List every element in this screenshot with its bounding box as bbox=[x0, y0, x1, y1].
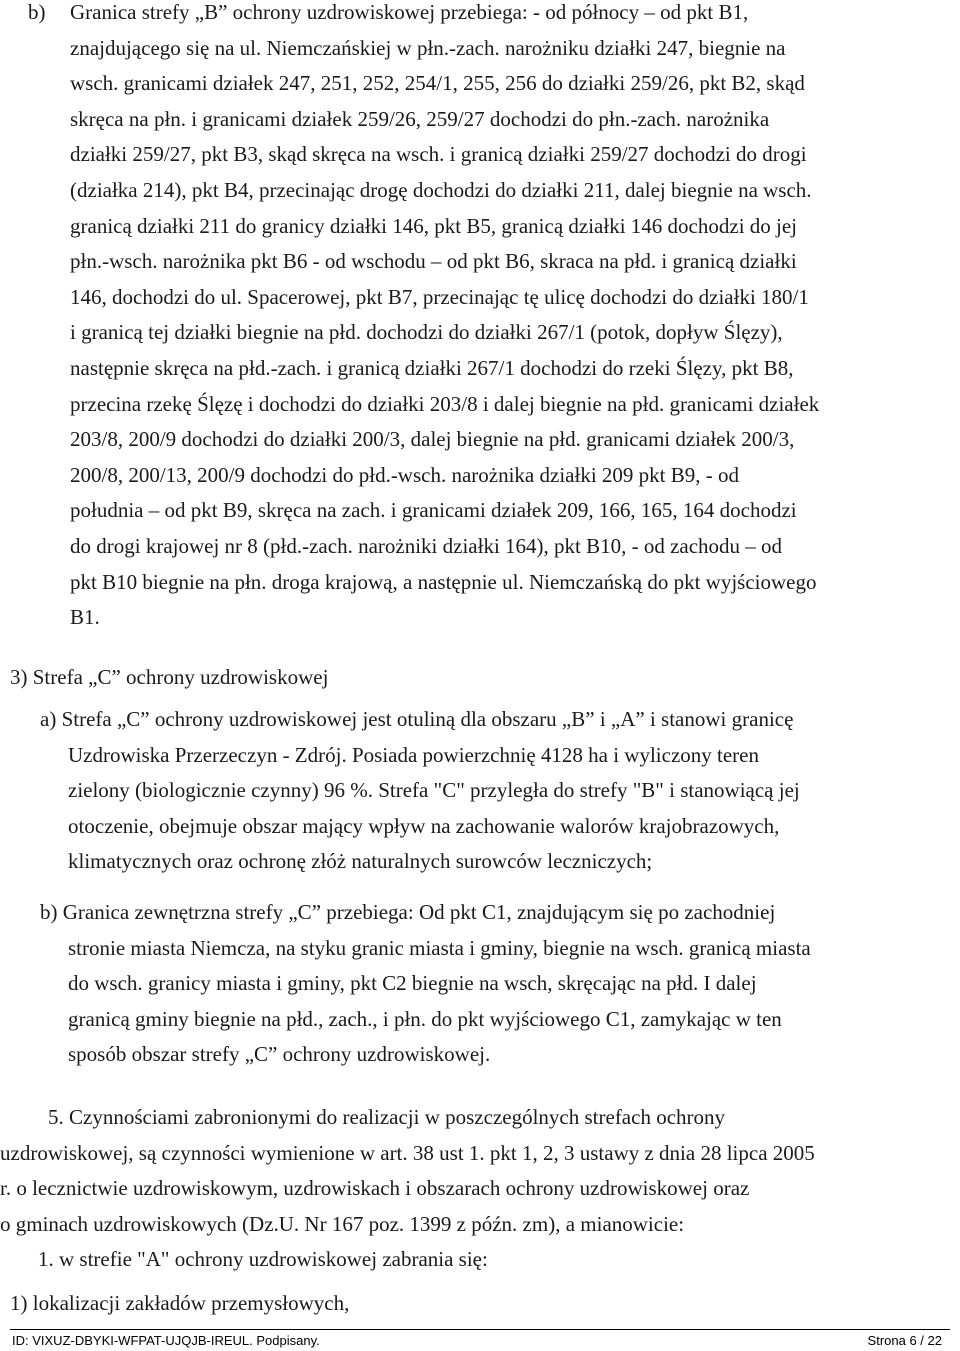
paragraph-line: 203/8, 200/9 dochodzi do działki 200/3, dalej biegnie na płd. granicami działek 200/3, bbox=[70, 427, 795, 452]
paragraph-line: 200/8, 200/13, 200/9 dochodzi do płd.-wsch. narożnika działki 209 pkt B9, - od bbox=[70, 462, 739, 487]
paragraph-line: o gminach uzdrowiskowych (Dz.U. Nr 167 poz. 1399 z późn. zm), a mianowicie: bbox=[0, 1211, 685, 1236]
paragraph-line: zielony (biologicznie czynny) 96 %. Strefa "C" przyległa do strefy "B" i stanowiącą jej bbox=[68, 778, 800, 803]
paragraph-text: Czynnościami zabronionymi do realizacji w poszczególnych strefach ochrony bbox=[69, 1105, 726, 1129]
paragraph-line: do drogi krajowej nr 8 (płd.-zach. narożniki działki 164), pkt B10, - od zachodu – od bbox=[70, 533, 783, 558]
footer-divider bbox=[10, 1329, 950, 1330]
paragraph-line: a) Strefa „C” ochrony uzdrowiskowej jest otuliną dla obszaru „B” i „A” i stanowi granicę bbox=[40, 707, 794, 731]
paragraph-line: stronie miasta Niemcza, na styku granic miasta i gminy, biegnie na wsch. granicą miasta bbox=[68, 935, 811, 960]
paragraph-line: południa – od pkt B9, skręca na zach. i granicami działek 209, 166, 165, 164 dochodzi bbox=[70, 498, 797, 523]
paragraph-line: B1. bbox=[70, 605, 100, 630]
document-id: ID: VIXUZ-DBYKI-WFPAT-UJQJB-IREUL. Podpisany. bbox=[12, 1333, 320, 1348]
zone-c-boundary bbox=[40, 895, 958, 1073]
paragraph-line: r. o lecznictwie uzdrowiskowym, uzdrowiskach i obszarach ochrony uzdrowiskowej oraz bbox=[0, 1176, 750, 1201]
paragraph-line: granicą działki 211 do granicy działki 146, pkt B5, granicą działki 146 dochodzi do jej bbox=[70, 213, 798, 238]
paragraph-line: uzdrowiskowej, są czynności wymienione w art. 38 ust 1. pkt 1, 2, 3 ustawy z dnia 28 lipca 2005 bbox=[0, 1140, 815, 1165]
paragraph-line: przecina rzekę Ślęzę i dochodzi do działki 203/8 i dalej biegnie na płd. granicami działek bbox=[70, 391, 820, 416]
paragraph-line: sposób obszar strefy „C” ochrony uzdrowiskowej. bbox=[68, 1042, 491, 1067]
page-number: Strona 6 / 22 bbox=[867, 1333, 942, 1348]
zone-c-description bbox=[40, 702, 960, 880]
section-3-heading: 3) Strefa „C” ochrony uzdrowiskowej bbox=[10, 665, 329, 689]
section-5-number: 5. bbox=[48, 1105, 64, 1129]
paragraph-line: otoczenie, obejmuje obszar mający wpływ na zachowanie walorów krajobrazowych, bbox=[68, 813, 780, 838]
paragraph-line: działki 259/27, pkt B3, skąd skręca na wsch. i granicą działki 259/27 dochodzi do drogi bbox=[70, 142, 807, 167]
paragraph-line: znajdującego się na ul. Niemczańskiej w płn.-zach. narożniku działki 247, biegnie na bbox=[70, 35, 786, 60]
paragraph-line: granicą gminy biegnie na płd., zach., i płn. do pkt wyjściowego C1, zamykając w ten bbox=[68, 1006, 782, 1031]
paragraph-line: skręca na płn. i granicami działek 259/26, 259/27 dochodzi do płn.-zach. narożnika bbox=[70, 106, 770, 131]
paragraph-line: Uzdrowiska Przerzeczyn - Zdrój. Posiada powierzchnię 4128 ha i wyliczony teren bbox=[68, 742, 760, 767]
list-label-b: b) bbox=[28, 0, 46, 24]
paragraph-line bbox=[0, 1100, 960, 1136]
paragraph-line: klimatycznych oraz ochronę złóż naturalnych surowców leczniczych; bbox=[68, 849, 653, 874]
paragraph-line: wsch. granicami działek 247, 251, 252, 254/1, 255, 256 do działki 259/26, pkt B2, skąd bbox=[70, 71, 805, 96]
paragraph-line: pkt B10 biegnie na płn. droga krajową, a następnie ul. Niemczańską do pkt wyjściowego bbox=[70, 569, 817, 594]
prohibition-item: 1) lokalizacji zakładów przemysłowych, bbox=[10, 1291, 350, 1315]
section-5-paragraph bbox=[0, 1100, 960, 1242]
paragraph-line: płn.-wsch. narożnika pkt B6 - od wschodu – od pkt B6, skraca na płd. i granicą działki bbox=[70, 249, 797, 274]
paragraph-line: 146, dochodzi do ul. Spacerowej, pkt B7, przecinając tę ulicę dochodzi do działki 180/1 bbox=[70, 284, 809, 309]
paragraph-line: do wsch. granicy miasta i gminy, pkt C2 biegnie na wsch, skręcając na płd. I dalej bbox=[68, 971, 757, 996]
paragraph-line: i granicą tej działki biegnie na płd. dochodzi do działki 267/1 (potok, dopływ Ślęzy), bbox=[70, 320, 783, 345]
paragraph-line: (działka 214), pkt B4, przecinając drogę dochodzi do działki 211, dalej biegnie na wsch. bbox=[70, 177, 812, 202]
paragraph-line: Granica strefy „B” ochrony uzdrowiskowej przebiega: - od północy – od pkt B1, bbox=[70, 0, 749, 24]
paragraph-line: następnie skręca na płd.-zach. i granicą działki 267/1 dochodzi do rzeki Ślęzy, pkt B8, bbox=[70, 355, 794, 380]
zone-b-boundary-paragraph bbox=[70, 31, 950, 636]
zone-b-boundary-first-line bbox=[28, 0, 943, 31]
paragraph-line: b) Granica zewnętrzna strefy „C” przebiega: Od pkt C1, znajdującym się po zachodniej bbox=[40, 900, 776, 924]
zone-a-prohibitions-heading: 1. w strefie "A" ochrony uzdrowiskowej zabrania się: bbox=[38, 1247, 488, 1271]
